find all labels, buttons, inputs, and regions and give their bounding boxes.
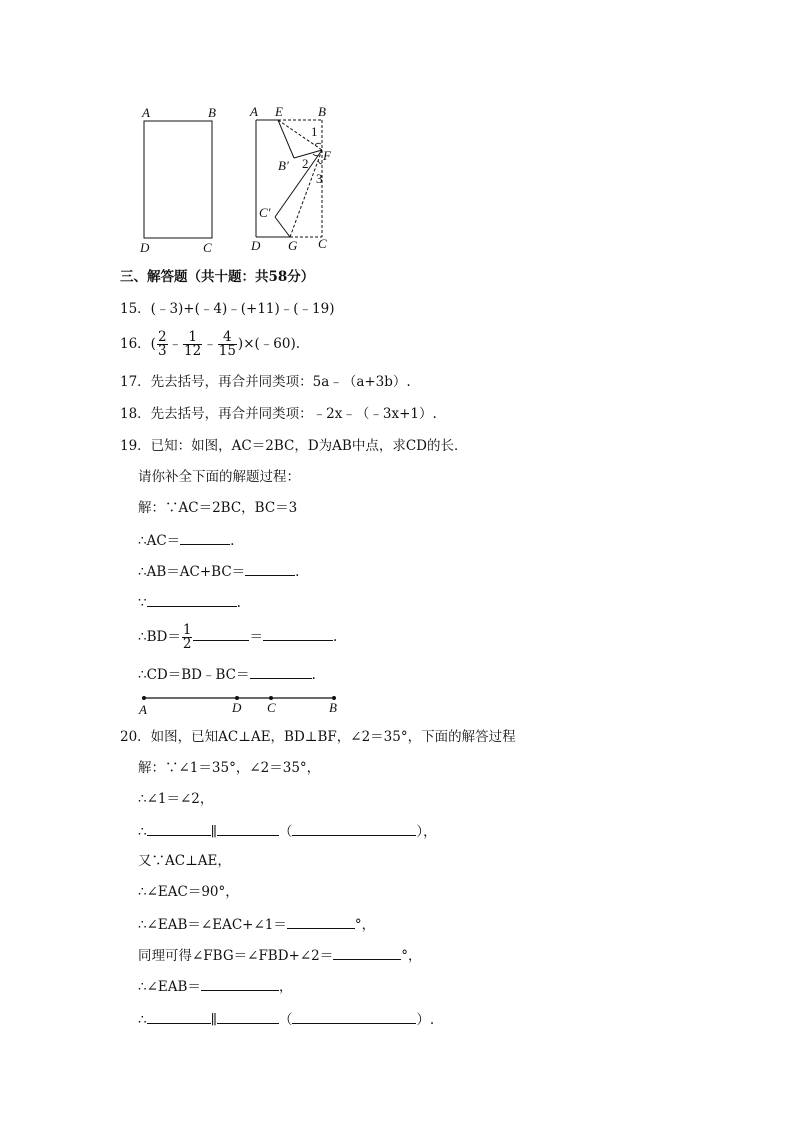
paren-close: ）， bbox=[416, 824, 437, 840]
minus-sign: ﹣ bbox=[168, 336, 183, 352]
angle-1-label: 1 bbox=[311, 124, 318, 139]
because-symbol: ∵ bbox=[138, 595, 147, 611]
q20-step-5: ∴∠EAC＝90°， bbox=[138, 884, 239, 900]
folded-rectangle-figure bbox=[245, 100, 345, 260]
point-B-label: B bbox=[329, 700, 337, 715]
period: . bbox=[332, 629, 338, 645]
q20-step-3 bbox=[138, 821, 437, 841]
q19-step-6-text: ∴CD＝BD﹣BC＝ bbox=[138, 667, 250, 683]
answer-blank[interactable] bbox=[147, 592, 237, 607]
fraction-1-12: $\frac{1}{12}$ bbox=[184, 329, 202, 359]
q19-step-2 bbox=[138, 530, 234, 550]
comma: ， bbox=[278, 979, 293, 995]
fraction-1-2: $\frac{1}{2}$ bbox=[182, 622, 192, 652]
question-19-prompt: 请你补全下面的解题过程： bbox=[138, 469, 300, 485]
q19-step-1: 解：∵AC＝2BC，BC＝3 bbox=[138, 500, 298, 516]
question-20-title: 20．如图，已知AC⊥AE，BD⊥BF，∠2＝35°，下面的解答过程 bbox=[120, 729, 516, 745]
fraction-4-15: $\frac{4}{15}$ bbox=[218, 329, 236, 359]
label-A: A bbox=[250, 104, 258, 119]
label-B: B bbox=[318, 104, 326, 119]
answer-blank[interactable] bbox=[217, 821, 279, 836]
paren-open: （ bbox=[278, 1012, 293, 1028]
parallel-symbol: ∥ bbox=[210, 1012, 217, 1028]
question-17: 17．先去括号，再合并同类项：5a﹣（a+3b）. bbox=[120, 374, 411, 390]
q19-step-2-text: ∴AC＝ bbox=[138, 533, 181, 549]
q20-step-8 bbox=[138, 976, 292, 996]
degree-comma: °， bbox=[354, 917, 376, 933]
q19-step-3-text: ∴AB＝AC+BC＝ bbox=[138, 564, 246, 580]
answer-blank[interactable] bbox=[147, 1009, 211, 1024]
label-B: B bbox=[208, 105, 216, 120]
point-A-label: A bbox=[139, 702, 147, 717]
label-G: G bbox=[288, 238, 298, 253]
question-19-title: 19．已知：如图，AC＝2BC，D为AB中点，求CD的长． bbox=[120, 438, 468, 454]
angle-2-label: 2 bbox=[302, 156, 309, 171]
q20-step-7 bbox=[138, 945, 422, 965]
q20-step-7-text: 同理可得∠FBG＝∠FBD+∠2＝ bbox=[138, 948, 334, 964]
q20-step-9 bbox=[138, 1009, 434, 1029]
rectangle-figure bbox=[130, 100, 230, 260]
label-C: C bbox=[318, 236, 327, 251]
label-D: D bbox=[140, 240, 150, 255]
fraction-2-3: $\frac{2}{3}$ bbox=[157, 329, 167, 359]
equals-sign: ＝ bbox=[249, 629, 263, 645]
parallel-symbol: ∥ bbox=[210, 824, 217, 840]
q19-step-6 bbox=[138, 664, 316, 684]
q16-suffix: )×(﹣60). bbox=[237, 336, 301, 352]
period: . bbox=[295, 564, 300, 580]
q16-prefix: 16．( bbox=[120, 336, 156, 352]
label-C: C bbox=[203, 240, 212, 255]
label-A: A bbox=[142, 105, 150, 120]
answer-blank[interactable] bbox=[245, 561, 295, 576]
period: . bbox=[311, 667, 316, 683]
label-F: F bbox=[323, 148, 331, 163]
degree-comma: °， bbox=[401, 948, 422, 964]
paren-open: （ bbox=[278, 824, 293, 840]
label-C-prime: C′ bbox=[259, 205, 271, 220]
question-15: 15．(﹣3)+(﹣4)﹣(+11)﹣(﹣19) bbox=[120, 301, 335, 317]
point-D-label: D bbox=[232, 700, 242, 715]
q20-step-8-text: ∴∠EAB＝ bbox=[138, 979, 201, 995]
q20-step-6 bbox=[138, 914, 375, 934]
answer-blank[interactable] bbox=[201, 976, 279, 991]
q20-step-2: ∴∠1＝∠2， bbox=[138, 791, 214, 807]
angle-3-label: 3 bbox=[316, 171, 323, 186]
question-18: 18．先去括号，再合并同类项：﹣2x﹣（﹣3x+1）. bbox=[120, 406, 437, 422]
q19-step-3 bbox=[138, 561, 299, 581]
answer-blank[interactable] bbox=[333, 945, 401, 960]
minus-sign: ﹣ bbox=[203, 336, 217, 352]
label-D: D bbox=[251, 238, 261, 253]
period: . bbox=[230, 533, 235, 549]
q20-step-4: 又∵AC⊥AE， bbox=[138, 853, 231, 869]
label-E: E bbox=[275, 104, 283, 119]
q19-step-4 bbox=[138, 592, 241, 612]
label-B-prime: B′ bbox=[278, 158, 289, 173]
answer-blank[interactable] bbox=[217, 1009, 279, 1024]
point-C-label: C bbox=[267, 700, 276, 715]
q20-step-6-text: ∴∠EAB＝∠EAC+∠1＝ bbox=[138, 917, 287, 933]
answer-blank[interactable] bbox=[263, 626, 333, 641]
therefore-symbol: ∴ bbox=[138, 1012, 147, 1028]
answer-blank[interactable] bbox=[250, 664, 312, 679]
answer-blank[interactable] bbox=[147, 821, 211, 836]
period: . bbox=[236, 595, 241, 611]
q20-step-1: 解：∵∠1＝35°，∠2＝35°， bbox=[138, 760, 321, 776]
reason-blank[interactable] bbox=[292, 1009, 416, 1024]
q19-step-5 bbox=[138, 620, 337, 654]
reason-blank[interactable] bbox=[292, 821, 416, 836]
answer-blank[interactable] bbox=[180, 530, 230, 545]
section-heading: 三、解答题（共十题：共58分） bbox=[120, 269, 315, 285]
question-16 bbox=[120, 327, 300, 361]
segment-diagram bbox=[136, 690, 346, 718]
therefore-symbol: ∴ bbox=[138, 824, 147, 840]
answer-blank[interactable] bbox=[193, 626, 249, 641]
paren-close: ）. bbox=[416, 1012, 435, 1028]
q19-step-5-text: ∴BD＝ bbox=[138, 629, 181, 645]
answer-blank[interactable] bbox=[287, 914, 355, 929]
